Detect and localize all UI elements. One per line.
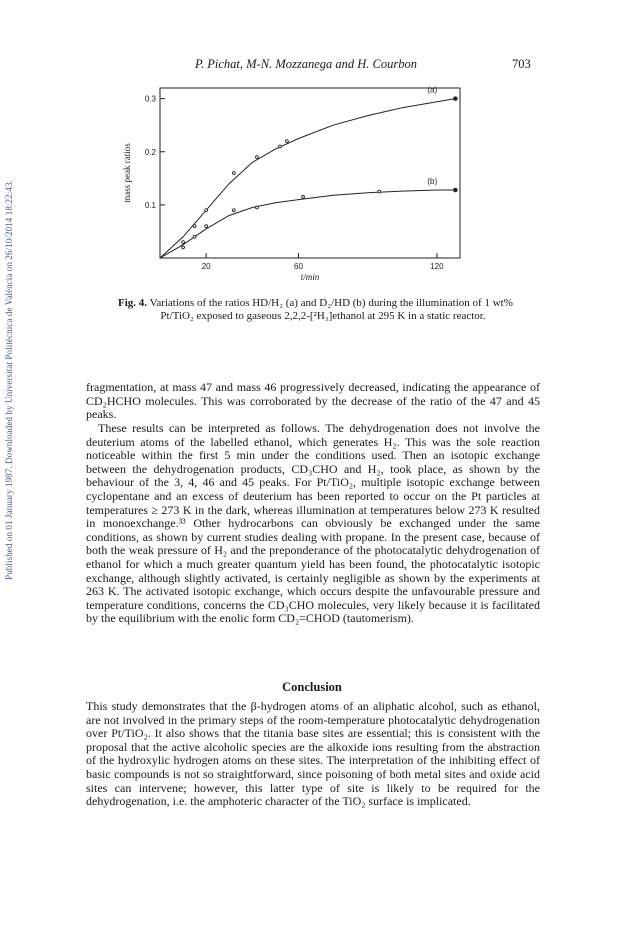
data-point [454,188,458,192]
body-paragraph-1 [86,381,540,422]
page-number: 703 [512,57,531,71]
series-line-b [160,190,455,258]
paragraph-text: These results can be interpreted as follows. The dehydrogenation does not involve the deuterium atoms of the labelled ethanol, which generates H₂. This was the sole reaction noticeable within the first 5 min under the conditions used. Then an isotopic exchange between the dehydrogenation products, CD₃CHO and H₂, took place, as shown by the behaviour of the 3, 4, 46 and 45 peaks. For Pt/TiO₂, multiple isotopic exchange between cyclopentane and an excess of deuterium has been reported to occur on the Pt particles at temperatures ≥ 273 K in the dark, whereas illumination at temperatures below 273 K resulted in monoexchange.³³ Other hydrocarbons can obviously be exchanged under the same conditions, as shown by current studies dealing with propane. In the present case, because of both the weak pressure of H₂ and the preponderance of the photocatalytic dehydrogenation of ethanol for which a much greater quantum yield has been found, the photocatalytic isotopic exchange, although slightly activated, is certainly negligible as shown by the experiments at 263 K. The activated isotopic exchange, which occurs despite the unfavourable pressure and temperature conditions, concerns the CD₃CHO molecules, very likely because it is facilitated by the equilibrium with the enolic form CD₂=CHOD (tautomerism). [86,421,540,626]
x-tick-label: 120 [430,262,444,271]
caption-line-2: Pt/TiO₂ exposed to gaseous 2,2,2-[²H₃]ethanol at 295 K in a static reactor. [160,310,486,322]
data-point [454,97,458,101]
figure-caption [118,297,528,323]
y-axis-label: mass peak ratios [122,143,132,203]
paragraph-text: fragmentation, at mass 47 and mass 46 progressively decreased, indicating the appearance of CD₂HCHO molecules. This was corroborated by the decrease of the ratio of the 47 and 45 peaks. [86,380,540,422]
running-header-authors: P. Pichat, M-N. Mozzanega and H. Courbon [195,57,417,71]
figure-label: Fig. 4. [118,297,148,309]
data-point [378,190,381,193]
data-point [232,172,235,175]
paragraph-text: This study demonstrates that the β-hydrogen atoms of an aliphatic alcohol, such as ethanol, are not involved in the primary steps of the room-temperature photocatalytic dehydrogenation over Pt/TiO₂. It also shows that the titania base sites are essential; this is consistent with the proposal that the active alcoholic species are the alkoxide ions resulting from the abstraction of the hydroxylic hydrogen atoms on these sites. The interpretation of the inhibiting effect of basic compounds is not so straightforward, since poisoning of both metal sites and oxide acid sites can intervene; however, this latter type of site is likely to be required for the dehydrogenation, i.e. the amphoteric character of the TiO₂ surface is implicated. [86,699,540,809]
data-point [302,196,305,199]
data-point [256,156,259,159]
series-line-a [160,99,455,258]
y-tick-label: 0.3 [144,94,156,104]
data-point [286,140,289,143]
series-label: (b) [427,177,438,186]
data-point [193,235,196,238]
body-paragraph-2 [86,422,540,626]
data-point [182,246,185,249]
caption-line-1: Variations of the ratios HD/H₂ (a) and D₂/HD (b) during the illumination of 1 wt% [149,297,513,309]
download-note-sidebar [2,100,16,660]
figure-4-chart [100,82,480,292]
data-point [205,225,208,228]
x-tick-label: 20 [201,262,211,271]
data-point [205,209,208,212]
download-note: Published on 01 January 1987. Downloaded by Universitat Politècnica de València on 26/10/2014 18:22:43. [4,180,14,580]
plot-frame [160,85,460,258]
data-point [279,145,282,148]
series-label: (a) [427,85,438,95]
x-axis-label: t/min [300,272,320,282]
data-point [232,209,235,212]
body-paragraph-3 [86,700,540,809]
x-tick-label: 60 [294,262,303,271]
data-point [193,225,196,228]
y-tick-label: 0.2 [144,147,156,157]
y-tick-label: 0.1 [144,200,156,210]
data-point [256,206,259,209]
section-heading-conclusion: Conclusion [282,680,342,694]
data-point [182,241,185,244]
